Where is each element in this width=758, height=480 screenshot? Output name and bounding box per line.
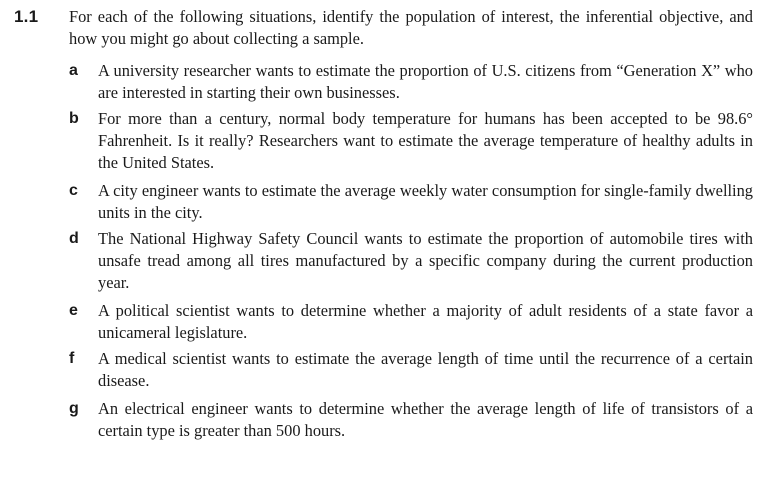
- part-letter: a: [69, 62, 78, 79]
- part-letter: c: [69, 182, 78, 199]
- exercise-number: 1.1: [14, 7, 39, 26]
- part-letter: d: [69, 230, 79, 247]
- part-text: For more than a century, normal body temperature for humans has been accepted to be 98.6° Fahrenheit. Is it really? Researchers want to estimate the average temperature of healthy adults in the United States.: [98, 109, 753, 172]
- part-text: A political scientist wants to determine whether a majority of adult residents of a state favor a unicameral legislature.: [98, 301, 753, 342]
- part-text: An electrical engineer wants to determine whether the average length of life of transistors of a certain type is greater than 500 hours.: [98, 399, 753, 440]
- part-text: A city engineer wants to estimate the average weekly water consumption for single-family dwelling units in the city.: [98, 181, 753, 222]
- part-letter: f: [69, 350, 75, 367]
- part-text: A university researcher wants to estimate the proportion of U.S. citizens from “Generation X” who are interested in starting their own businesses.: [98, 61, 753, 102]
- part-letter: g: [69, 400, 79, 417]
- exercise-prompt: For each of the following situations, identify the population of interest, the inferential objective, and how you might go about collecting a sample.: [69, 7, 753, 48]
- part-text: The National Highway Safety Council wants to estimate the proportion of automobile tires with unsafe tread among all tires manufactured by a specific company during the current production year.: [98, 229, 753, 292]
- part-letter: b: [69, 110, 79, 127]
- part-letter: e: [69, 302, 78, 319]
- part-text: A medical scientist wants to estimate the average length of time until the recurrence of a certain disease.: [98, 349, 753, 390]
